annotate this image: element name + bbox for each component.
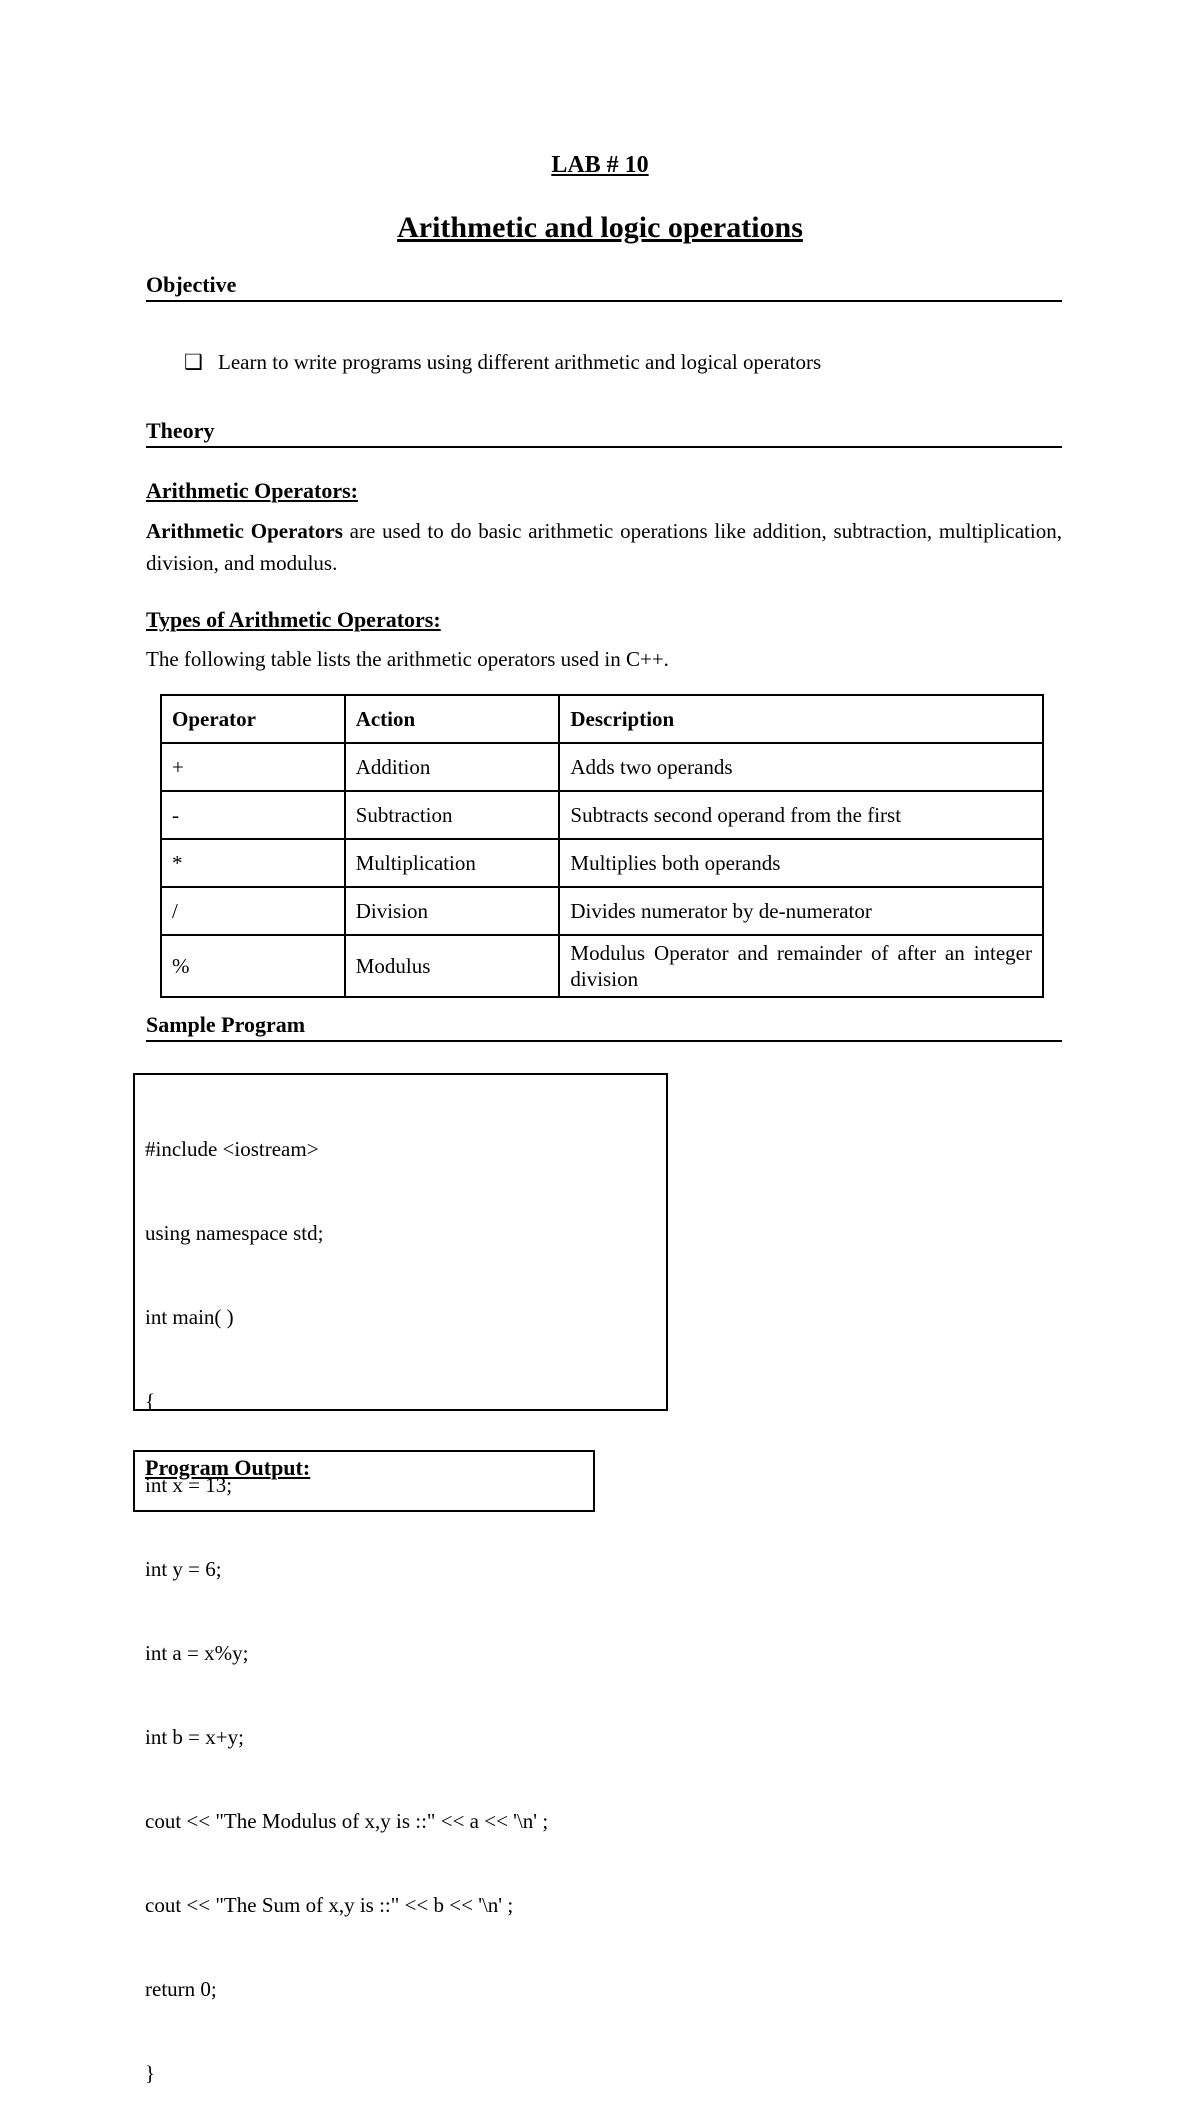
table-row [161,935,1043,997]
table-cell: Modulus [345,935,560,997]
table-cell: Modulus Operator and remainder of after an integer division [559,935,1043,997]
objective-item [184,347,821,377]
types-paragraph: The following table lists the arithmetic operators used in C++. [146,647,669,671]
table-cell: Adds two operands [559,743,1043,791]
table-header-cell: Operator [161,695,345,743]
code-line: cout << "The Modulus of x,y is ::" << a << '\n' ; [145,1809,549,1833]
objective-heading: Objective [146,270,1062,302]
code-line: } [145,2061,156,2085]
program-output-box [133,1450,595,1512]
table-cell: Divides numerator by de-numerator [559,887,1043,935]
table-cell: - [161,791,345,839]
table-cell: / [161,887,345,935]
table-header-cell: Action [345,695,560,743]
table-header-cell: Description [559,695,1043,743]
code-line: cout << "The Sum of x,y is ::" << b << '\n' ; [145,1893,514,1917]
table-cell: Subtracts second operand from the first [559,791,1043,839]
code-line: int b = x+y; [145,1725,244,1749]
table-cell: Subtraction [345,791,560,839]
table-header-row [161,695,1043,743]
code-line: using namespace std; [145,1221,324,1245]
table-cell: Multiplies both operands [559,839,1043,887]
code-line: { [145,1389,156,1413]
table-cell: Addition [345,743,560,791]
sample-program-heading: Sample Program [146,1010,1062,1042]
code-line: int y = 6; [145,1557,222,1581]
theory-heading: Theory [146,416,1062,448]
code-line: int a = x%y; [145,1641,249,1665]
code-line: return 0; [145,1977,217,2001]
table-cell: % [161,935,345,997]
arithmetic-operators-description: are used to do basic arithmetic operations like addition, subtraction, multiplication, division, and modulus. [146,519,1062,575]
table-row [161,791,1043,839]
table-cell: Division [345,887,560,935]
arithmetic-operators-paragraph [146,515,1062,579]
table-row [161,743,1043,791]
code-line: int main( ) [145,1305,234,1329]
arithmetic-operators-term: Arithmetic Operators [146,519,343,543]
objective-item-text: Learn to write programs using different arithmetic and logical operators [218,350,822,374]
table-row [161,887,1043,935]
types-heading: Types of Arithmetic Operators: [146,607,441,632]
page-title: Arithmetic and logic operations [397,211,803,244]
operators-table [160,694,1044,998]
code-line: #include <iostream> [145,1137,319,1161]
table-cell: Multiplication [345,839,560,887]
program-output-label: Program Output: [145,1455,311,1480]
table-cell: * [161,839,345,887]
checkbox-bullet-icon: ❑ [184,350,203,374]
table-row [161,839,1043,887]
arithmetic-operators-heading: Arithmetic Operators: [146,478,358,503]
lab-number: LAB # 10 [551,152,649,178]
table-cell: + [161,743,345,791]
code-line: int x = 13; [145,1473,233,1497]
